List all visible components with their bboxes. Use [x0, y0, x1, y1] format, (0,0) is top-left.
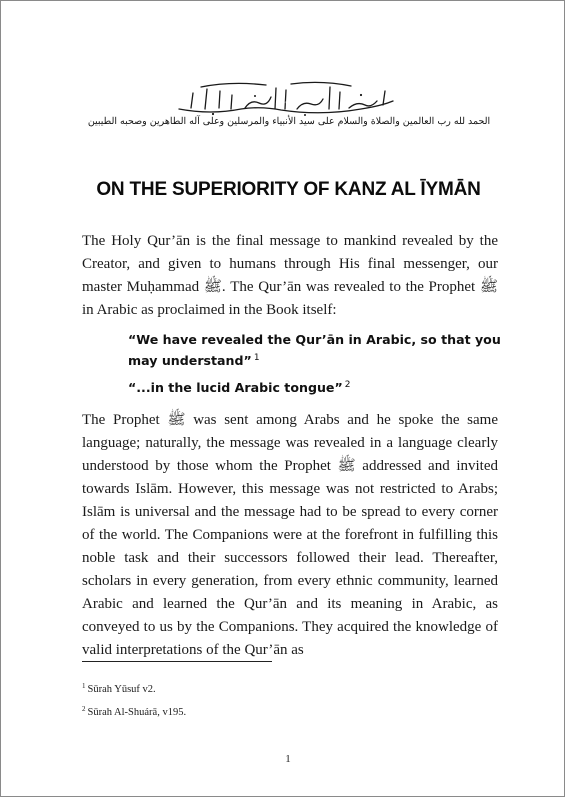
footnote-2-number: 2 — [82, 705, 86, 713]
footnote-separator — [82, 661, 272, 662]
opening-praise: الحمد لله رب العالمين والصلاة والسلام على سيد الأنبياء والمرسلين وعلى آله الطاهرين وصحبه الطيبين — [87, 116, 491, 127]
quote-2-text: “...in the lucid Arabic tongue” — [128, 380, 343, 395]
quote-1 — [128, 329, 508, 371]
footnote-1-text: Sūrah Yūsuf v2. — [87, 684, 156, 695]
page-title: ON THE SUPERIORITY OF KANZ AL ĪYMĀN — [96, 179, 481, 200]
quote-2 — [128, 377, 508, 398]
basmala-calligraphy — [171, 79, 401, 117]
quote-1-text: “We have revealed the Qur’ān in Arabic, so that you may understand” — [128, 332, 501, 368]
footnote-1 — [82, 684, 156, 695]
svg-text:بِسْمِ اللهِ الرَّحْمٰنِ الرَّ: بِسْمِ اللهِ الرَّحْمٰنِ الرَّحِيمِ — [275, 102, 297, 104]
footnote-1-number: 1 — [82, 682, 86, 690]
paragraph-body: The Prophet ﷺ was sent among Arabs and he spoke the same language; naturally, the message was revealed in a language clearly understood by those whom the Prophet ﷺ addressed and invited towards Islām. However, this message was not restricted to Arabs; Islām is universal and the message had to be spread to every corner of the world. The Companions were at the forefront in fulfilling this noble task and their successors followed their lead. Thereafter, scholars in every generation, from every ethnic community, learned Arabic and learned the Qur’ān and its meaning in Arabic, as conveyed to us by the Companions. They acquired the knowledge of valid interpretations of the Qur’ān as — [82, 412, 498, 658]
paragraph-intro: The Holy Qur’ān is the final message to mankind revealed by the Creator, and given to humans through His final messenger, our master Muḥammad ﷺ. The Qur’ān was revealed to the Prophet ﷺ in Arabic as proclaimed in the Book itself: — [82, 233, 498, 318]
quote-2-footnote-ref[interactable]: 2 — [344, 380, 351, 390]
footnote-2-text: Sūrah Al-Shuárā, v195. — [87, 707, 187, 718]
footnote-2 — [82, 707, 186, 718]
page-number: 1 — [285, 753, 291, 765]
quote-1-footnote-ref[interactable]: 1 — [253, 353, 260, 363]
